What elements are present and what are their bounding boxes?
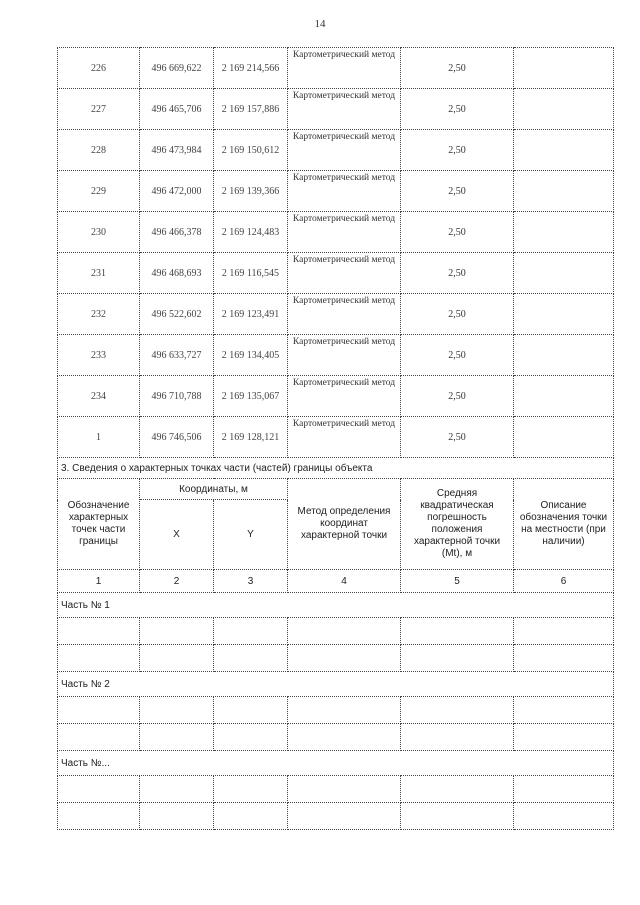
method-cell: Картометрический метод xyxy=(288,171,401,212)
empty-cell xyxy=(58,645,140,672)
empty-cell xyxy=(58,618,140,645)
page-number: 14 xyxy=(314,18,326,30)
y-coordinate: 2 169 134,405 xyxy=(214,335,288,376)
empty-cell xyxy=(214,618,288,645)
description-cell xyxy=(514,171,614,212)
empty-cell xyxy=(288,618,401,645)
description-cell xyxy=(514,48,614,89)
description-cell xyxy=(514,417,614,458)
empty-cell xyxy=(214,803,288,830)
description-cell xyxy=(514,130,614,171)
method-cell: Картометрический метод xyxy=(288,48,401,89)
table-row xyxy=(58,212,614,253)
accuracy-cell: 2,50 xyxy=(401,417,514,458)
description-cell xyxy=(514,294,614,335)
table-row xyxy=(58,417,614,458)
empty-cell xyxy=(58,724,140,751)
table-row xyxy=(58,294,614,335)
point-number: 234 xyxy=(58,376,140,417)
method-cell: Картометрический метод xyxy=(288,89,401,130)
empty-row xyxy=(58,803,614,830)
method-cell: Картометрический метод xyxy=(288,253,401,294)
empty-cell xyxy=(288,803,401,830)
method-cell: Картометрический метод xyxy=(288,376,401,417)
empty-cell xyxy=(214,697,288,724)
column-number: 5 xyxy=(401,570,514,593)
y-coordinate: 2 169 116,545 xyxy=(214,253,288,294)
point-number: 232 xyxy=(58,294,140,335)
column-number: 4 xyxy=(288,570,401,593)
empty-cell xyxy=(514,776,614,803)
header-point-designation: Обозначение характерных точек части границы xyxy=(58,479,140,570)
accuracy-cell: 2,50 xyxy=(401,171,514,212)
empty-cell xyxy=(288,697,401,724)
boundary-points-table xyxy=(57,47,614,830)
empty-row xyxy=(58,724,614,751)
empty-cell xyxy=(401,618,514,645)
empty-row xyxy=(58,776,614,803)
accuracy-cell: 2,50 xyxy=(401,212,514,253)
x-coordinate: 496 465,706 xyxy=(140,89,214,130)
empty-cell xyxy=(140,618,214,645)
empty-row xyxy=(58,697,614,724)
method-cell: Картометрический метод xyxy=(288,294,401,335)
header-y: Y xyxy=(214,500,288,570)
point-number: 226 xyxy=(58,48,140,89)
header-accuracy: Средняя квадратическая погрешность положения характерной точки (Mt), м xyxy=(401,479,514,570)
empty-cell xyxy=(140,776,214,803)
accuracy-cell: 2,50 xyxy=(401,335,514,376)
description-cell xyxy=(514,212,614,253)
x-coordinate: 496 669,622 xyxy=(140,48,214,89)
method-cell: Картометрический метод xyxy=(288,212,401,253)
y-coordinate: 2 169 214,566 xyxy=(214,48,288,89)
x-coordinate: 496 522,602 xyxy=(140,294,214,335)
point-number: 227 xyxy=(58,89,140,130)
x-coordinate: 496 466,378 xyxy=(140,212,214,253)
empty-cell xyxy=(288,645,401,672)
empty-cell xyxy=(514,724,614,751)
empty-cell xyxy=(58,697,140,724)
method-cell: Картометрический метод xyxy=(288,130,401,171)
description-cell xyxy=(514,335,614,376)
empty-cell xyxy=(58,803,140,830)
point-number: 230 xyxy=(58,212,140,253)
x-coordinate: 496 710,788 xyxy=(140,376,214,417)
header-x: X xyxy=(140,500,214,570)
empty-cell xyxy=(214,645,288,672)
coordinates-rows xyxy=(58,48,614,458)
empty-cell xyxy=(140,724,214,751)
table-row xyxy=(58,130,614,171)
empty-row xyxy=(58,618,614,645)
part-label: Часть №... xyxy=(58,751,614,776)
empty-cell xyxy=(58,776,140,803)
empty-cell xyxy=(288,724,401,751)
empty-cell xyxy=(214,724,288,751)
header-coordinates: Координаты, м xyxy=(140,479,288,500)
y-coordinate: 2 169 135,067 xyxy=(214,376,288,417)
description-cell xyxy=(514,253,614,294)
x-coordinate: 496 746,506 xyxy=(140,417,214,458)
empty-cell xyxy=(140,697,214,724)
column-numbers-row xyxy=(58,570,614,593)
y-coordinate: 2 169 124,483 xyxy=(214,212,288,253)
column-number: 3 xyxy=(214,570,288,593)
y-coordinate: 2 169 139,366 xyxy=(214,171,288,212)
accuracy-cell: 2,50 xyxy=(401,130,514,171)
y-coordinate: 2 169 123,491 xyxy=(214,294,288,335)
empty-cell xyxy=(401,724,514,751)
empty-cell xyxy=(140,803,214,830)
point-number: 1 xyxy=(58,417,140,458)
empty-cell xyxy=(140,645,214,672)
empty-cell xyxy=(288,776,401,803)
table-row xyxy=(58,376,614,417)
point-number: 228 xyxy=(58,130,140,171)
part-boundary-section xyxy=(58,458,614,830)
point-number: 231 xyxy=(58,253,140,294)
x-coordinate: 496 468,693 xyxy=(140,253,214,294)
column-number: 2 xyxy=(140,570,214,593)
empty-cell xyxy=(401,776,514,803)
x-coordinate: 496 472,000 xyxy=(140,171,214,212)
method-cell: Картометрический метод xyxy=(288,417,401,458)
table-row xyxy=(58,89,614,130)
empty-cell xyxy=(514,618,614,645)
y-coordinate: 2 169 157,886 xyxy=(214,89,288,130)
empty-cell xyxy=(401,697,514,724)
empty-cell xyxy=(401,803,514,830)
x-coordinate: 496 633,727 xyxy=(140,335,214,376)
point-number: 233 xyxy=(58,335,140,376)
description-cell xyxy=(514,89,614,130)
description-cell xyxy=(514,376,614,417)
table-row xyxy=(58,48,614,89)
accuracy-cell: 2,50 xyxy=(401,253,514,294)
column-number: 1 xyxy=(58,570,140,593)
method-cell: Картометрический метод xyxy=(288,335,401,376)
empty-cell xyxy=(514,697,614,724)
column-number: 6 xyxy=(514,570,614,593)
point-number: 229 xyxy=(58,171,140,212)
part-label: Часть № 2 xyxy=(58,672,614,697)
y-coordinate: 2 169 128,121 xyxy=(214,417,288,458)
x-coordinate: 496 473,984 xyxy=(140,130,214,171)
accuracy-cell: 2,50 xyxy=(401,376,514,417)
table-row xyxy=(58,335,614,376)
header-description: Описание обозначения точки на местности (при наличии) xyxy=(514,479,614,570)
accuracy-cell: 2,50 xyxy=(401,89,514,130)
empty-cell xyxy=(514,645,614,672)
y-coordinate: 2 169 150,612 xyxy=(214,130,288,171)
empty-cell xyxy=(514,803,614,830)
section-title: 3. Сведения о характерных точках части (частей) границы объекта xyxy=(58,458,614,479)
empty-cell xyxy=(401,645,514,672)
accuracy-cell: 2,50 xyxy=(401,48,514,89)
table-row xyxy=(58,171,614,212)
accuracy-cell: 2,50 xyxy=(401,294,514,335)
header-method: Метод определения координат характерной точки xyxy=(288,479,401,570)
table-row xyxy=(58,253,614,294)
empty-row xyxy=(58,645,614,672)
part-label: Часть № 1 xyxy=(58,593,614,618)
empty-cell xyxy=(214,776,288,803)
